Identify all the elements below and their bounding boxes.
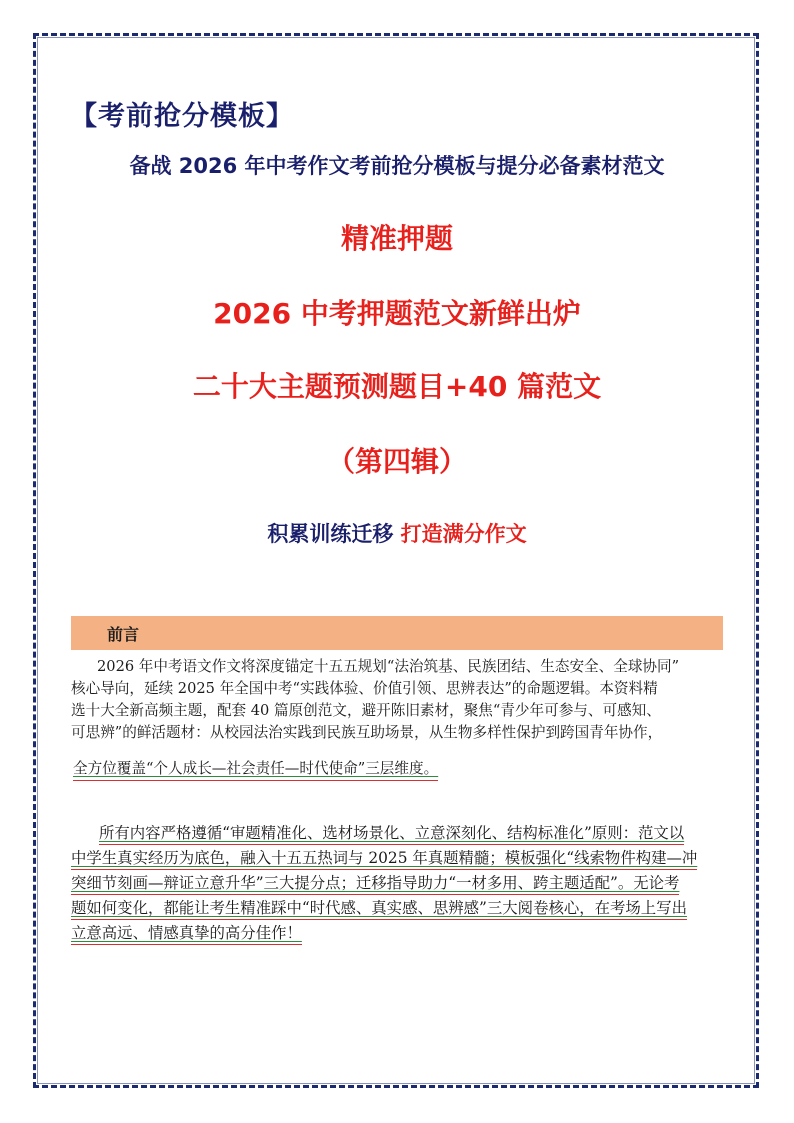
preface-header-bar	[71, 616, 723, 650]
para1-line: 全方位覆盖“个人成长—社会责任—时代使命”三层维度。	[73, 760, 438, 781]
document-subtitle: 备战 2026 年中考作文考前抢分模板与提分必备素材范文	[129, 154, 665, 178]
headline-issue: （第四辑）	[326, 445, 467, 478]
para1-line: 选十大全新高频主题，配套 40 篇原创范文，避开陈旧素材，聚焦“青少年可参与、可感知、	[71, 702, 661, 719]
para1-line: 可思辨”的鲜活题材：从校园法治实践到民族互助场景，从生物多样性保护到跨国青年协作，	[71, 724, 663, 741]
headline-slogan	[0, 518, 794, 548]
para2-line: 所有内容严格遵循“审题精准化、选材场景化、立意深刻化、结构标准化”原则：范文以	[99, 824, 684, 845]
preface-title: 前言	[107, 625, 140, 644]
para2-line: 立意高远、情感真挚的高分佳作！	[71, 924, 302, 945]
headline-fresh: 2026 中考押题范文新鲜出炉	[213, 297, 581, 330]
para2-line: 突细节刻画—辩证立意升华”三大提分点；迁移指导助力“一材多用、跨主题适配”。无论考	[71, 874, 679, 895]
slogan-dark: 积累训练迁移	[267, 522, 394, 546]
slogan-red: 打造满分作文	[400, 522, 527, 546]
para2-line: 中学生真实经历为底色，融入十五五热词与 2025 年真题精髓；模板强化“线索物件构建—冲	[71, 849, 697, 870]
para2-line: 题如何变化，都能让考生精准踩中“时代感、真实感、思辨感”三大阅卷核心，在考场上写出	[71, 899, 687, 920]
para1-line: 核心导向，延续 2025 年全国中考“实践体验、价值引领、思辨表达”的命题逻辑。本资料精	[71, 680, 658, 697]
headline-precise: 精准押题	[340, 222, 453, 255]
para1-line: 2026 年中考语文作文将深度锚定十五五规划“法治筑基、民族团结、生态安全、全球协同”	[97, 658, 680, 675]
headline-topics: 二十大主题预测题目+40 篇范文	[192, 370, 602, 403]
section-tag: 【考前抢分模板】	[70, 101, 294, 132]
